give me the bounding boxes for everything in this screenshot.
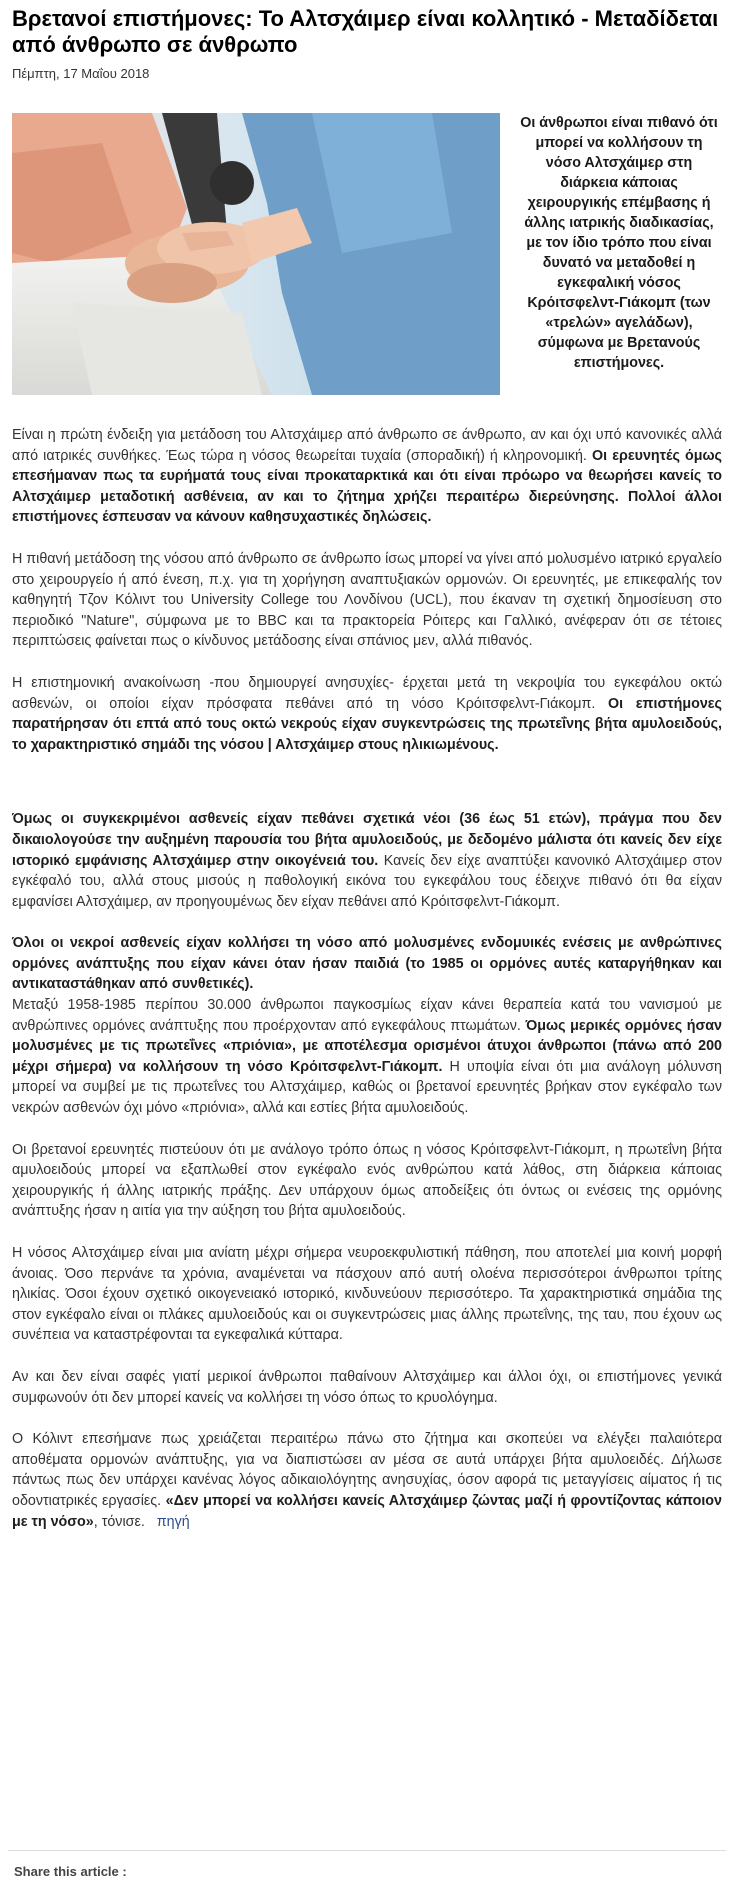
source-link[interactable]: πηγή [156, 1513, 190, 1530]
spacer [12, 776, 722, 809]
paragraph-3: Η επιστημονική ανακοίνωση -που δημιουργεί ανησυχίες- έρχεται μετά τη νεκροψία του εγκεφάλου οκτώ ασθενών, οι οποίοι είχαν πρόσφατα πεθάνει από τη νόσο Κρόιτσφελντ-Γιάκομπ. Οι επιστήμονες παρατήρησαν ότι επτά από τους οκτώ νεκρούς είχαν συγκεντρώσεις της πρωτεΐνης βήτα αμυλοειδούς, το χαρακτηριστικό σημάδι της νόσου | Αλτσχάιμερ στους ηλικιωμένους. [12, 674, 722, 753]
paragraph-7: Η νόσος Αλτσχάιμερ είναι μια ανίατη μέχρι σήμερα νευροεκφυλιστική πάθηση, που αποτελεί μια κοινή μορφή άνοιας. Όσο περνάνε τα χρόνια, αναμένεται να πάσχουν από αυτή ολοένα περισσότεροι άνθρωποι τρίτης ηλικίας. Όσοι έχουν σχετικό οικογενειακό ιστορικό, κινδυνεύουν περισσότερο. Τα χαρακτηριστικά σημάδια της στον εγκέφαλο είναι οι πλάκες αμυλοειδούς και οι συγκεντρώσεις μιας άλλης πρωτεΐνης, της ταυ, που έχουν ως συνέπεια να καταστρέφονται τα εγκεφαλικά κύτταρα. [12, 1245, 722, 1344]
lead-row [12, 113, 722, 395]
article-body [12, 425, 722, 1532]
paragraph-1: Είναι η πρώτη ένδειξη για μετάδοση του Αλτσχάιμερ από άνθρωπο σε άνθρωπο, αν και όχι υπό κανονικές αλλά από ιατρικές συνθήκες. Έως τώρα η νόσος θεωρείται τυχαία (σποραδική) ή κληρονομική. Οι ερευνητές όμως επεσήμαναν πως τα ευρήματά τους είναι προκαταρκτικά και ότι είναι πρόωρο να θεωρήσει κανείς το Αλτσχάιμερ μεταδοτική ασθένεια, αν και το ζήτημα χρήζει περαιτέρω διερεύνησης. Πολλοί άλλοι επιστήμονες έσπευσαν να κάνουν καθησυχαστικές δηλώσεις. [12, 427, 722, 526]
share-label: Share this article : [14, 1864, 127, 1879]
paragraph-4: Όμως οι συγκεκριμένοι ασθενείς είχαν πεθάνει σχετικά νέοι (36 έως 51 ετών), πράγμα που δεν δικαιολογούσε την αυξημένη παρουσία του βήτα αμυλοειδούς, με δεδομένο μάλιστα ότι κανείς δεν είχε ιστορικό εμφάνισης Αλτσχάιμερ στην οικογένειά του. Κανείς δεν είχε αναπτύξει κανονικό Αλτσχάιμερ στον εγκέφαλό του, αλλά στους μισούς η παθολογική εικόνα του εγκεφάλου τους έδειχνε πιθανό ότι θα είχαν εμφανίσει Αλτσχάιμερ, αν προηγουμένως δεν είχαν πεθάνει από Κρόιτσφελντ-Γιάκομπ. [12, 811, 722, 910]
paragraph-8: Αν και δεν είναι σαφές γιατί μερικοί άνθρωποι παθαίνουν Αλτσχάιμερ και άλλοι όχι, οι επιστήμονες γενικά συμφωνούν ότι δεν μπορεί κανείς να κολλήσει τη νόσο όπως το κρυολόγημα. [12, 1368, 722, 1406]
lead-summary: Οι άνθρωποι είναι πιθανό ότι μπορεί να κολλήσουν τη νόσο Αλτσχάιμερ στη διάρκεια κάποιας χειρουργικής επέμβασης ή άλλης ιατρικής διαδικασίας, με τον ίδιο τρόπο που είναι δυνατό να μεταδοθεί η εγκεφαλική νόσος Κρόιτσφελντ-Γιάκομπ (των «τρελών» αγελάδων), σύμφωνα με Βρετανούς επιστήμονες. [520, 115, 718, 371]
paragraph-2: Η πιθανή μετάδοση της νόσου από άνθρωπο σε άνθρωπο ίσως μπορεί να γίνει από μολυσμένο ιατρικό εργαλείο στο χειρουργείο ή από ένεση, π.χ. για τη χορήγηση αναπτυξιακών ορμονών. Οι ερευνητές, με επικεφαλής τον καθηγητή Τζον Κόλιντ του University College του Λονδίνου (UCL), που έκαναν τη σχετική δημοσίευση στο περιοδικό "Nature", σύμφωνα με το BBC και τα πρακτορεία Ρόιτερς και Γαλλικό, ανέφεραν ότι σε τέτοιες περιπτώσεις φαίνεται πως ο κίνδυνος μετάδοσης είναι σπάνιος μεν, αλλά πιθανός. [12, 550, 722, 650]
hero-image [12, 113, 500, 395]
paragraph-6: Οι βρετανοί ερευνητές πιστεύουν ότι με ανάλογο τρόπο όπως η νόσος Κρόιτσφελντ-Γιάκομπ, η πρωτεΐνη βήτα αμυλοειδούς μπορεί να εξαπλωθεί στον εγκέφαλο ενός ανθρώπου κατά λάθος, στη διάρκεια κάποιας χειρουργικής ή άλλης ιατρικής πράξης. Δεν υπάρχουν όμως αποδείξεις ότι όντως οι ενέσεις της ορμόνης ανάπτυξης ήσαν η αιτία για την αύξηση του βήτα αμυλοειδούς. [12, 1141, 722, 1220]
paragraph-5: Όλοι οι νεκροί ασθενείς είχαν κολλήσει τη νόσο από μολυσμένες ενδομυικές ενέσεις με ανθρώπινες ορμόνες ανάπτυξης που είχαν κάνει όταν ήσαν παιδιά (το 1985 οι ορμόνες αυτές καταργήθηκαν και αντικαταστάθηκαν από συνθετικές). Μεταξύ 1958-1985 περίπου 30.000 άνθρωποι παγκοσμίως είχαν κάνει θεραπεία κατά του νανισμού με ανθρώπινες ορμόνες ανάπτυξης που προέρχονταν από εγκεφάλους πτωμάτων. Όμως μερικές ορμόνες ήσαν μολυσμένες με τις πρωτεΐνες «πριόνια», με αποτέλεσμα ορισμένοι άτυχοι άνθρωποι (πάνω από 200 μέχρι σήμερα) να κολλήσουν τη νόσο Κρόιτσφελντ-Γιάκομπ. Η υποψία είναι ότι μια ανάλογη μόλυνση μπορεί να συμβεί με τις πρωτεΐνες του Αλτσχάιμερ, καθώς οι βρετανοί ερευνητές βρήκαν στον εγκέφαλο των νεκρών ασθενών όχι μόνο «πριόνια», αλλά και εστίες βήτα αμυλοειδούς. [12, 935, 723, 1117]
share-section [0, 1850, 734, 1879]
publish-date: Πέμπτη, 17 Μαΐου 2018 [12, 66, 150, 81]
paragraph-9: Ο Κόλιντ επεσήμανε πως χρειάζεται περαιτέρω πάνω στο ζήτημα και σκοπεύει να ελέγξει παλαιότερα αποθέματα ορμονών ανάπτυξης, για να διαπιστώσει αν μέσα σε αυτά υπάρχει βήτα αμυλοειδές. Δήλωσε πάντως πως δεν υπάρχει κανένας λόγος αδικαιολόγητης ανησυχίας, όσον αφορά τις μεταγγίσεις αίματος ή τις οδοντιατρικές εργασίες. «Δεν μπορεί να κολλήσει κανείς Αλτσχάιμερ ζώντας μαζί ή φροντίζοντας κάποιον με τη νόσο», τόνισε. πηγή [12, 1431, 722, 1530]
hands-photo-illustration [12, 113, 500, 395]
divider [8, 1850, 726, 1851]
article-title: Βρετανοί επιστήμονες: Το Αλτσχάιμερ είναι κολλητικό - Μεταδίδεται από άνθρωπο σε άνθρωπο [12, 6, 719, 57]
